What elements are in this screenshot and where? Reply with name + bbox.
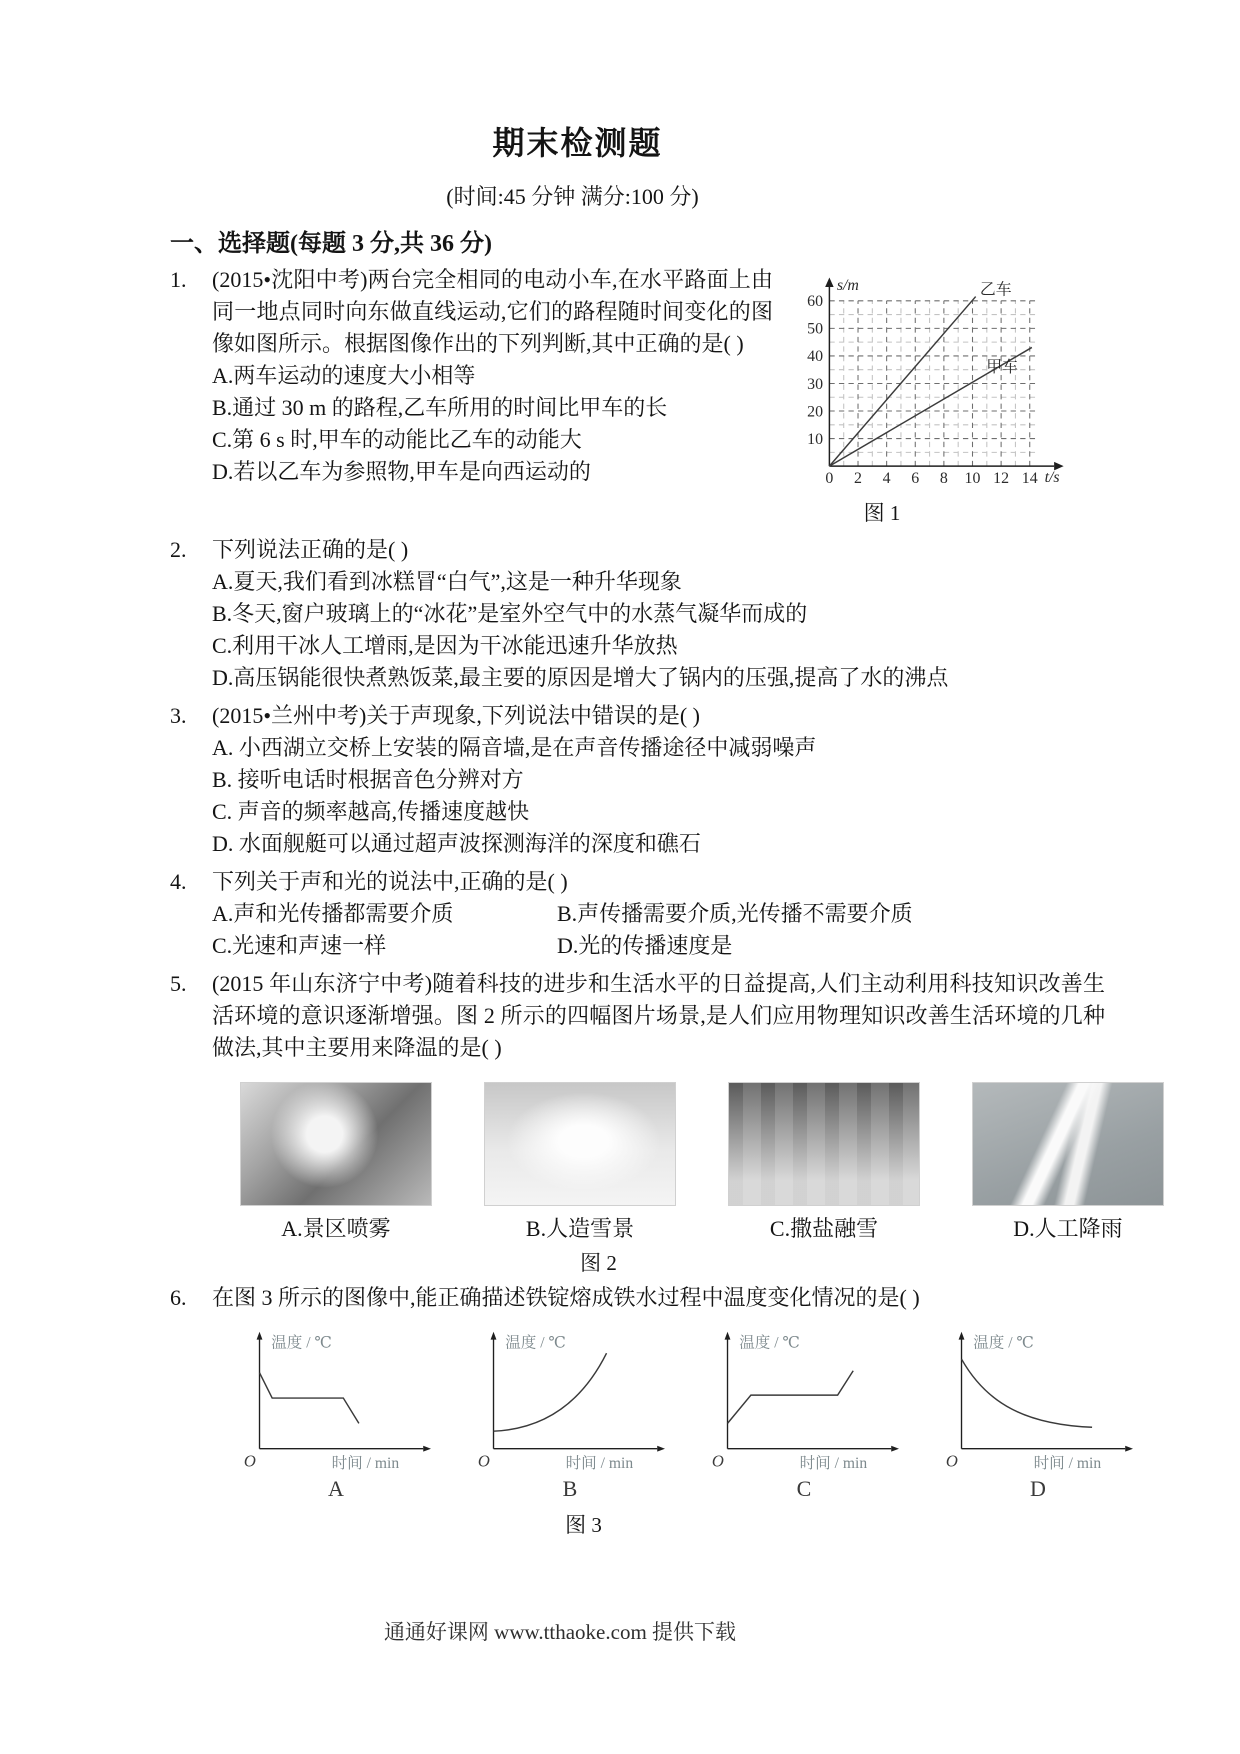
graph-c-letter: C xyxy=(796,1476,812,1501)
photo-figure-c xyxy=(728,1082,920,1244)
question-6-body xyxy=(212,1282,1105,1538)
question-4 xyxy=(170,866,1105,962)
question-2-option-b: B.冬天,窗户玻璃上的“冰花”是室外空气中的水蒸气凝华而成的 xyxy=(212,601,808,626)
y-tick-30: 30 xyxy=(807,375,824,393)
x-axis-arrow xyxy=(423,1446,431,1452)
x-axis-arrow xyxy=(891,1446,899,1452)
y-axis-arrow xyxy=(959,1332,965,1340)
question-3 xyxy=(170,700,1105,860)
question-2-body xyxy=(212,534,1105,694)
question-4-option-b: B.声传播需要介质,光传播不需要介质 xyxy=(557,901,913,926)
origin-label: O xyxy=(477,1451,490,1471)
x-tick-4: 4 xyxy=(882,470,891,488)
question-6 xyxy=(170,1282,1105,1538)
y-axis-arrow xyxy=(725,1332,731,1340)
origin-label: O xyxy=(945,1451,958,1471)
question-2-stem: 下列说法正确的是( ) xyxy=(212,537,409,562)
y-axis-arrow xyxy=(825,277,833,287)
graph-d-letter: D xyxy=(1030,1476,1046,1501)
question-2-option-c: C.利用干冰人工增雨,是因为干冰能迅速升华放热 xyxy=(212,633,678,658)
page-footer: 通通好课网 www.tthaoke.com 提供下载 xyxy=(383,1620,737,1644)
photo-figure-b xyxy=(484,1082,676,1244)
question-5-stem: (2015 年山东济宁中考)随着科技的进步和生活水平的日益提高,人们主动利用科技知识改善生活环境的意识逐渐增强。图 2 所示的四幅图片场景,是人们应用物理知识改善生活环境的几种做法,其中主要用来降温的是( ) xyxy=(212,971,1105,1060)
y-tick-60: 60 xyxy=(807,293,824,311)
decay-cooling-graph xyxy=(928,1324,1148,1476)
distance-time-chart xyxy=(787,270,1105,498)
cooling-plateau-graph xyxy=(226,1324,446,1476)
section-heading: 一、选择题(每题 3 分,共 36 分) xyxy=(170,231,492,257)
photo-figure-a xyxy=(240,1082,432,1244)
question-4-number: 4. xyxy=(170,869,187,894)
y-axis-label: s/m xyxy=(836,277,859,295)
question-5 xyxy=(170,968,1123,1276)
y-tick-40: 40 xyxy=(807,348,824,366)
photo-b-caption: B.人造雪景 xyxy=(525,1216,635,1241)
question-3-option-b: B. 接听电话时根据音色分辨对方 xyxy=(212,767,524,792)
curve-accelerating-rise xyxy=(494,1353,607,1431)
question-3-option-d: D. 水面舰艇可以通过超声波探测海洋的深度和礁石 xyxy=(212,831,701,856)
line-car-yi xyxy=(829,297,975,467)
x-axis-label: 时间 / min xyxy=(1033,1455,1102,1473)
question-1-option-d: D.若以乙车为参照物,甲车是向西运动的 xyxy=(212,459,591,484)
x-tick-2: 2 xyxy=(854,470,862,488)
photo-d-caption: D.人工降雨 xyxy=(1013,1216,1123,1241)
origin-label: O xyxy=(243,1451,256,1471)
photo-snow-making-machine xyxy=(484,1082,676,1206)
question-1-option-b: B.通过 30 m 的路程,乙车所用的时间比甲车的长 xyxy=(212,395,668,420)
gridlines-dark xyxy=(829,301,1039,466)
question-1 xyxy=(170,264,1105,528)
question-2-option-d: D.高压锅能很快煮熟饭菜,最主要的原因是增大了锅内的压强,提高了水的沸点 xyxy=(212,665,949,690)
figure-3 xyxy=(226,1324,1105,1502)
question-3-number: 3. xyxy=(170,703,187,728)
curve-fall-plateau-fall xyxy=(260,1373,359,1424)
question-3-stem: (2015•兰州中考)关于声现象,下列说法中错误的是( ) xyxy=(212,703,701,728)
figure-2 xyxy=(240,1082,1123,1244)
graph-option-b xyxy=(460,1324,680,1502)
question-6-number: 6. xyxy=(170,1285,187,1310)
question-4-option-d: D.光的传播速度是 xyxy=(557,933,733,958)
question-4-option-a: A.声和光传播都需要介质 xyxy=(212,901,454,926)
series-label-jia: 甲车 xyxy=(986,358,1019,376)
y-axis-label: 温度 / ℃ xyxy=(739,1334,800,1352)
question-2-number: 2. xyxy=(170,537,187,562)
x-tick-8: 8 xyxy=(939,470,948,488)
y-axis-arrow xyxy=(491,1332,497,1340)
question-5-body xyxy=(212,968,1123,1276)
question-5-number: 5. xyxy=(170,971,187,996)
graph-option-c xyxy=(694,1324,914,1502)
figure-2-caption: 图 2 xyxy=(580,1251,617,1275)
x-axis-arrow xyxy=(657,1446,665,1452)
y-axis-label: 温度 / ℃ xyxy=(973,1334,1034,1352)
x-axis-label: 时间 / min xyxy=(331,1455,400,1473)
rising-exponential-graph xyxy=(460,1324,680,1476)
photo-c-caption: C.撒盐融雪 xyxy=(769,1216,879,1241)
question-2 xyxy=(170,534,1105,694)
y-axis-label: 温度 / ℃ xyxy=(505,1334,566,1352)
question-1-stem: (2015•沈阳中考)两台完全相同的电动小车,在水平路面上由同一地点同时向东做直线运动,它们的路程随时间变化的图像如图所示。根据图像作出的下列判断,其中正确的是( ) xyxy=(212,267,773,356)
graph-a-letter: A xyxy=(328,1476,344,1501)
graph-option-d xyxy=(928,1324,1148,1502)
x-axis-label: t/s xyxy=(1044,469,1060,487)
graph-option-a xyxy=(226,1324,446,1502)
question-4-options xyxy=(212,898,1105,962)
question-1-option-c: C.第 6 s 时,甲车的动能比乙车的动能大 xyxy=(212,427,582,452)
curve-decaying-fall xyxy=(962,1359,1093,1427)
x-tick-14: 14 xyxy=(1021,470,1038,488)
x-axis-arrow xyxy=(1125,1446,1133,1452)
question-4-option-c: C.光速和声速一样 xyxy=(212,933,387,958)
x-tick-6: 6 xyxy=(911,470,920,488)
photo-figure-d xyxy=(972,1082,1164,1244)
melting-plateau-graph xyxy=(694,1324,914,1476)
x-tick-12: 12 xyxy=(993,470,1010,488)
photo-scenic-mist-spray xyxy=(240,1082,432,1206)
x-tick-10: 10 xyxy=(964,470,981,488)
photo-cloud-seeding-plane xyxy=(972,1082,1164,1206)
origin-label: O xyxy=(711,1451,724,1471)
question-4-stem: 下列关于声和光的说法中,正确的是( ) xyxy=(212,869,568,894)
figure-1-caption: 图 1 xyxy=(863,501,901,525)
question-1-option-a: A.两车运动的速度大小相等 xyxy=(212,363,476,388)
series-label-yi: 乙车 xyxy=(979,281,1012,299)
photo-salt-snow-melting-truck xyxy=(728,1082,920,1206)
photo-a-caption: A.景区喷雾 xyxy=(281,1216,391,1241)
question-3-option-a: A. 小西湖立交桥上安装的隔音墙,是在声音传播途径中减弱噪声 xyxy=(212,735,817,760)
figure-3-caption: 图 3 xyxy=(565,1513,602,1537)
question-3-body xyxy=(212,700,1105,860)
y-tick-10: 10 xyxy=(807,430,824,448)
y-axis-label: 温度 / ℃ xyxy=(271,1334,332,1352)
figure-1 xyxy=(787,270,1105,526)
question-1-body xyxy=(212,264,1105,528)
y-tick-20: 20 xyxy=(807,403,824,421)
y-axis-arrow xyxy=(257,1332,263,1340)
y-tick-50: 50 xyxy=(807,320,824,338)
question-1-number: 1. xyxy=(170,267,187,292)
graph-b-letter: B xyxy=(562,1476,578,1501)
page-title: 期末检测题 xyxy=(492,125,663,161)
question-4-body xyxy=(212,866,1105,962)
x-axis-label: 时间 / min xyxy=(799,1455,868,1473)
question-3-option-c: C. 声音的频率越高,传播速度越快 xyxy=(212,799,530,824)
exam-time-score: (时间:45 分钟 满分:100 分) xyxy=(446,184,699,209)
curve-rise-plateau-rise xyxy=(728,1371,854,1424)
x-axis-label: 时间 / min xyxy=(565,1455,634,1473)
question-6-stem: 在图 3 所示的图像中,能正确描述铁锭熔成铁水过程中温度变化情况的是( ) xyxy=(212,1285,920,1310)
question-2-option-a: A.夏天,我们看到冰糕冒“白气”,这是一种升华现象 xyxy=(212,569,682,594)
x-tick-0: 0 xyxy=(825,470,834,488)
